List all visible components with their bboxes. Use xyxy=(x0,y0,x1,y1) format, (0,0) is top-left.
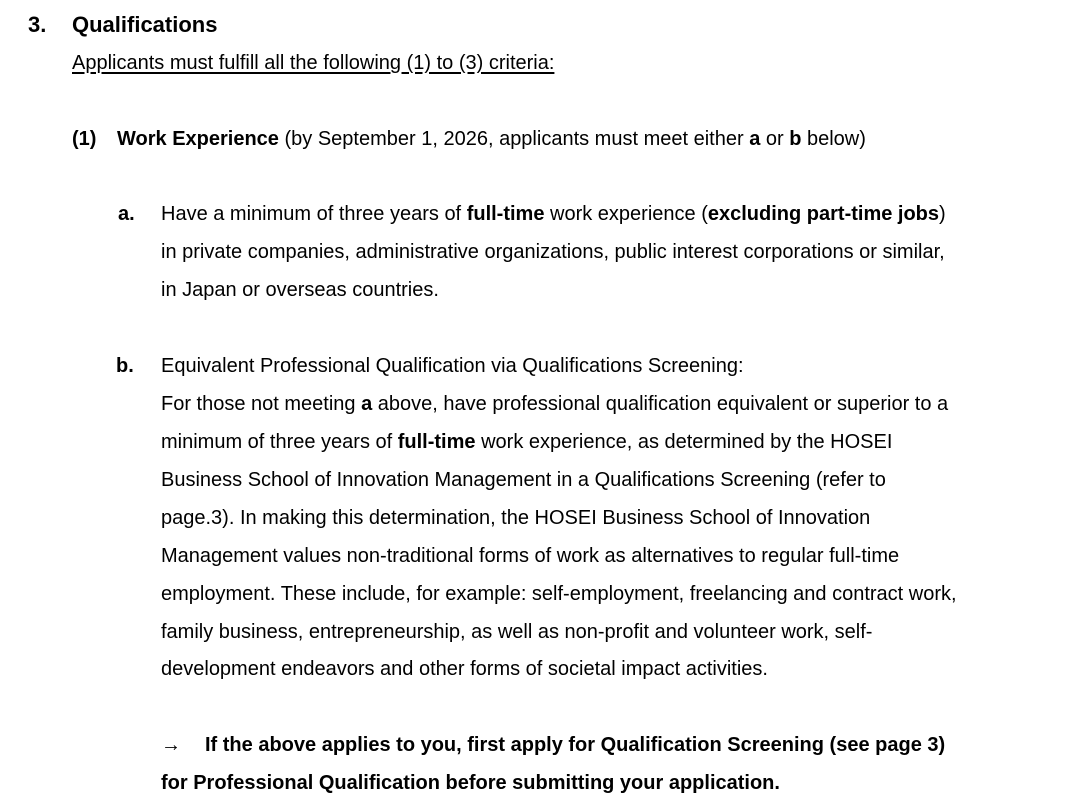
item-b-text: work experience, as determined by the HOSEI xyxy=(475,431,893,453)
item-b-heading: Equivalent Professional Qualification via Qualifications Screening: xyxy=(161,355,744,377)
item-b-line: page.3). In making this determination, the HOSEI Business School of Innovation xyxy=(161,507,871,529)
section-intro: Applicants must fulfill all the following (1) to (3) criteria: xyxy=(72,52,555,74)
item-b-line-1 xyxy=(161,393,948,416)
item-b-bold-full-time: full-time xyxy=(397,431,476,453)
criterion-option-a: a xyxy=(749,128,761,150)
criterion-number: (1) xyxy=(72,128,97,150)
right-arrow-icon: → xyxy=(161,734,181,756)
item-a-line-2: in private companies, administrative organizations, public interest corporations or similar, xyxy=(161,241,945,263)
item-b-line: Business School of Innovation Management in a Qualifications Screening (refer to xyxy=(161,469,886,491)
item-b-line: development endeavors and other forms of societal impact activities. xyxy=(161,658,768,680)
item-a-label: a. xyxy=(118,203,135,225)
item-b-line: family business, entrepreneurship, as well as non-profit and volunteer work, self- xyxy=(161,621,873,643)
note-line-1: If the above applies to you, first apply for Qualification Screening (see page 3) xyxy=(205,734,946,756)
criterion-option-b: b xyxy=(789,128,802,150)
item-a-bold-excluding: excluding part-time jobs xyxy=(707,203,940,225)
item-b-label: b. xyxy=(116,355,134,377)
item-a-line-3: in Japan or overseas countries. xyxy=(161,279,439,301)
section-title: Qualifications xyxy=(72,12,218,37)
note-line-2: for Professional Qualification before submitting your application. xyxy=(161,772,780,794)
item-a-text: ) xyxy=(939,203,946,225)
section-number: 3. xyxy=(28,12,47,37)
criterion-text: below) xyxy=(801,128,866,150)
criterion-text: (by September 1, 2026, applicants must meet either xyxy=(278,128,750,150)
item-b-line-2 xyxy=(161,431,892,454)
item-b-line: employment. These include, for example: self-employment, freelancing and contract work, xyxy=(161,583,957,605)
criterion-heading: Work Experience xyxy=(117,128,279,150)
criterion-heading-line xyxy=(117,128,866,151)
criterion-text: or xyxy=(760,128,790,150)
item-b-text: For those not meeting xyxy=(161,393,362,415)
item-b-text: minimum of three years of xyxy=(161,431,398,453)
item-a-text: Have a minimum of three years of xyxy=(161,203,467,225)
item-a-bold-full-time: full-time xyxy=(466,203,545,225)
item-b-text: above, have professional qualification equivalent or superior to a xyxy=(372,393,949,415)
item-a-text: work experience ( xyxy=(544,203,708,225)
item-b-bold-a: a xyxy=(361,393,373,415)
item-b-line: Management values non-traditional forms of work as alternatives to regular full-time xyxy=(161,545,900,567)
item-a-line-1 xyxy=(161,203,946,226)
